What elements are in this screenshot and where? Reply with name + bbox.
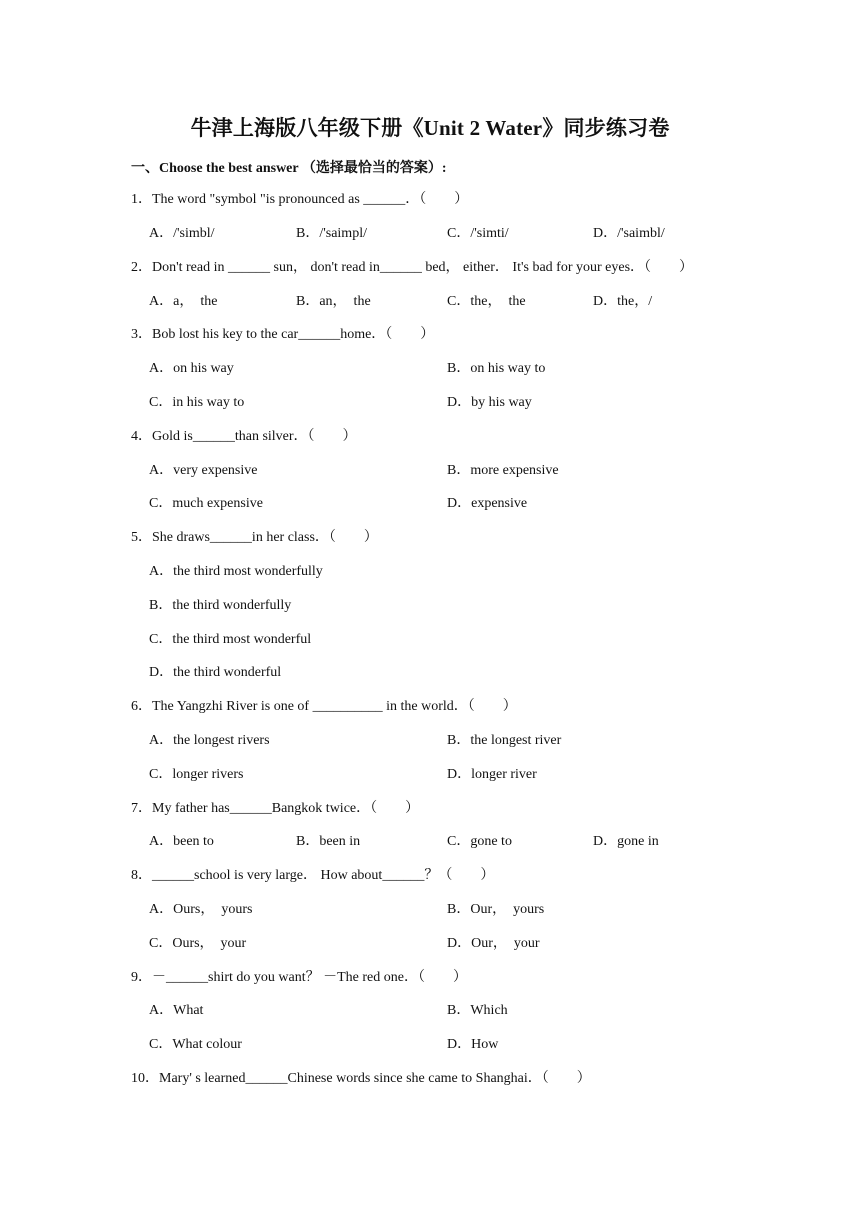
question-3-option-a: A．on his way bbox=[149, 361, 234, 376]
question-7-option-d: D．gone in bbox=[593, 834, 659, 849]
question-10-stem: 10．Mary' s learned______Chinese words since she came to Shanghai．（ ） bbox=[131, 1071, 591, 1086]
question-3-option-d: D．by his way bbox=[447, 395, 532, 410]
section-heading: 一、Choose the best answer （选择最恰当的答案）: bbox=[131, 161, 447, 176]
question-8-option-b: B．Our， yours bbox=[447, 902, 545, 917]
question-9-option-b: B．Which bbox=[447, 1003, 508, 1018]
question-7-option-b: B．been in bbox=[296, 834, 361, 849]
page-title: 牛津上海版八年级下册《Unit 2 Water》同步练习卷 bbox=[190, 116, 670, 140]
question-3-option-b: B．on his way to bbox=[447, 361, 546, 376]
question-8-option-a: A．Ours， yours bbox=[149, 902, 253, 917]
question-3-stem: 3．Bob lost his key to the car______home．（ ） bbox=[131, 327, 435, 342]
question-1-option-c: C．/'simti/ bbox=[447, 226, 509, 241]
question-9-option-c: C．What colour bbox=[149, 1037, 242, 1052]
question-1-stem: 1．The word "symbol "is pronounced as ______．（ ） bbox=[131, 192, 469, 207]
question-2-option-c: C．the， the bbox=[447, 294, 526, 309]
question-4-option-c: C．much expensive bbox=[149, 496, 263, 511]
question-5-option-c: C．the third most wonderful bbox=[149, 632, 312, 647]
question-3-option-c: C．in his way to bbox=[149, 395, 245, 410]
question-1-option-d: D．/'saimbl/ bbox=[593, 226, 665, 241]
question-1-option-a: A．/'simbl/ bbox=[149, 226, 215, 241]
question-4-option-b: B．more expensive bbox=[447, 463, 559, 478]
question-6-option-d: D．longer river bbox=[447, 767, 537, 782]
question-6-option-a: A．the longest rivers bbox=[149, 733, 270, 748]
question-2-option-b: B．an， the bbox=[296, 294, 371, 309]
question-5-option-a: A．the third most wonderfully bbox=[149, 564, 323, 579]
question-4-option-a: A．very expensive bbox=[149, 463, 258, 478]
question-9-option-a: A．What bbox=[149, 1003, 204, 1018]
question-1-option-b: B．/'saimpl/ bbox=[296, 226, 367, 241]
question-7-option-a: A．been to bbox=[149, 834, 214, 849]
question-8-stem: 8．______school is very large． How about______？（ ） bbox=[131, 868, 495, 883]
question-5-option-b: B．the third wonderfully bbox=[149, 598, 292, 613]
question-9-stem: 9．－______shirt do you want？ －The red one．（ ） bbox=[131, 970, 467, 985]
question-2-option-a: A．a， the bbox=[149, 294, 218, 309]
question-4-stem: 4．Gold is______than silver．（ ） bbox=[131, 429, 357, 444]
question-7-option-c: C．gone to bbox=[447, 834, 512, 849]
question-2-option-d: D．the，/ bbox=[593, 294, 653, 309]
question-6-option-b: B．the longest river bbox=[447, 733, 562, 748]
question-6-stem: 6．The Yangzhi River is one of __________ in the world．（ ） bbox=[131, 699, 517, 714]
question-5-stem: 5．She draws______in her class．（ ） bbox=[131, 530, 378, 545]
question-6-option-c: C．longer rivers bbox=[149, 767, 244, 782]
question-7-stem: 7．My father has______Bangkok twice．（ ） bbox=[131, 801, 420, 816]
question-8-option-c: C．Ours， your bbox=[149, 936, 247, 951]
question-8-option-d: D．Our， your bbox=[447, 936, 540, 951]
question-4-option-d: D．expensive bbox=[447, 496, 528, 511]
question-5-option-d: D．the third wonderful bbox=[149, 665, 282, 680]
question-2-stem: 2．Don't read in ______ sun， don't read in______ bed， either． It's bad for your eyes．（ ） bbox=[131, 260, 694, 275]
question-9-option-d: D．How bbox=[447, 1037, 499, 1052]
